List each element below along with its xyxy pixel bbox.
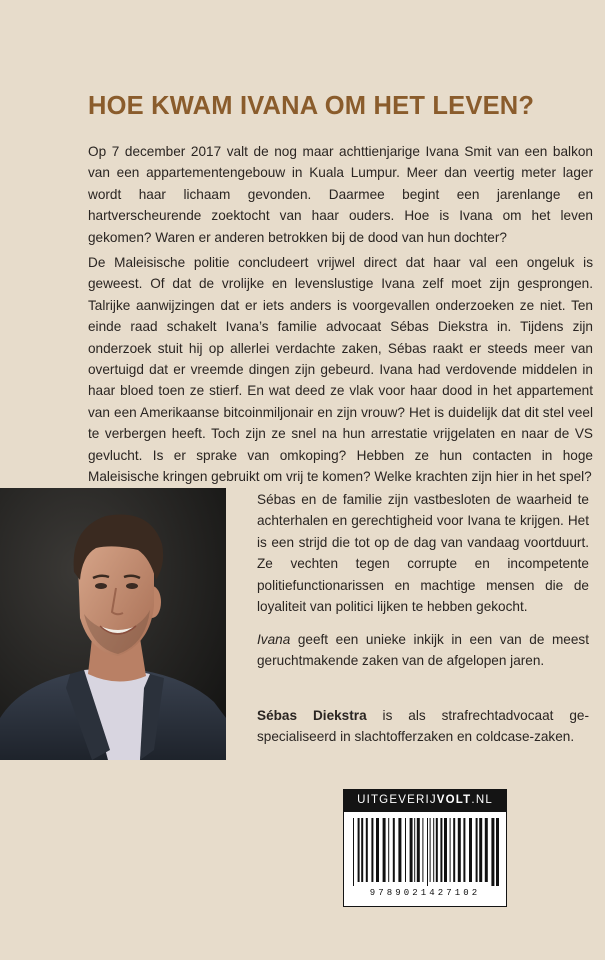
barcode-bar — [358, 818, 360, 882]
barcode-bar — [444, 818, 447, 882]
barcode-bar — [388, 818, 389, 882]
barcode-bar — [479, 818, 482, 882]
barcode-bar — [453, 818, 455, 882]
barcode-bar — [371, 818, 373, 882]
barcode-bar — [485, 818, 488, 882]
barcode-bar — [433, 818, 434, 882]
intro-paragraph: Op 7 december 2017 valt de nog maar achttienjarige Ivana Smit van een balkon van een appartementengebouw in Kuala Lumpur. Meer dan veertig meter lager wordt haar lichaam gevonden. Daarmee begint een jarenlange en hartverscheurende zoektocht van haar ouders. Hoe is Ivana om het leven gekomen? Waren er anderen betrokken bij de dood van hun dochter? — [88, 144, 593, 245]
barcode-bars — [351, 818, 501, 886]
barcode-bar — [353, 818, 354, 886]
barcode-bar — [491, 818, 494, 886]
barcode-bar — [440, 818, 442, 882]
barcode-bar — [414, 818, 415, 882]
author-portrait-illustration — [0, 488, 226, 760]
barcode-bar — [383, 818, 386, 882]
barcode-bar — [422, 818, 423, 882]
publisher-logo — [343, 789, 507, 811]
author-bio-text: is als strafrechtadvocaat gespecialiseerd in slachtofferzaken en coldcase-zaken. — [257, 708, 589, 745]
barcode-bar — [393, 818, 395, 882]
barcode-bar — [361, 818, 363, 882]
back-cover-headline: HOE KWAM IVANA OM HET LEVEN? — [88, 92, 535, 120]
author-name: Sébas Diekstra — [257, 708, 367, 723]
publisher-prefix: UITGEVERIJ — [357, 794, 437, 806]
publisher-brand: VOLT — [436, 794, 472, 806]
author-photo — [0, 488, 226, 760]
barcode-bar — [427, 818, 428, 886]
barcode-bar — [476, 818, 478, 882]
barcode-bar — [366, 818, 368, 882]
barcode-bar — [450, 818, 451, 882]
barcode-bar — [430, 818, 431, 882]
author-bio-paragraph — [257, 705, 589, 748]
isbn-number: 9789021427102 — [369, 888, 481, 898]
barcode-bar — [410, 818, 413, 882]
book-summary-paragraph — [257, 629, 589, 672]
barcode-bar — [405, 818, 406, 882]
isbn-barcode — [343, 811, 507, 907]
family-paragraph: Sébas en de familie zijn vastbesloten de waarheid te achterhalen en gerechtigheid voor Ivana te krijgen. Het is een strijd die tot op de dag van vandaag voortduurt. Ze vechten tegen corrupte en incompetente politiefunctionarissen en machtige mensen die de loyaliteit van politici lijken te hebben gekocht. — [257, 492, 589, 615]
investigation-paragraph: De Maleisische politie concludeert vrijwel direct dat haar val een ongeluk is geweest. Of dat de vrolijke en levenslustige Ivana zelf moet zijn gesprongen. Talrijke aanwijzingen dat er iets anders is voorgevallen onderzoeken ze niet. Ten einde raad schakelt Ivana’s familie advocaat Sébas Diekstra in. Tijdens zijn onderzoek stuit hij op allerlei verdachte zaken, Sébas raakt er steeds meer van overtuigd dat er vreemde dingen zijn gebeurd. Ivana had verdovende middelen in haar bloed toen ze stierf. En wat deed ze vlak voor haar dood in het appartement van een Amerikaanse bitcoinmiljonair en zijn vrouw? Het is duidelijk dat dit stel veel te verbergen heeft. Toch zijn ze snel na hun arrestatie vrijgelaten en naar de VS gevlucht. Is er sprake van omkoping? Hebben ze hun contacten in hoge Maleisische kringen gebruikt om vrij te komen? Welke krachten zijn hier in het spel? — [88, 255, 593, 485]
barcode-bar — [417, 818, 420, 882]
barcode-bar — [376, 818, 379, 882]
barcode-bar — [458, 818, 461, 882]
publisher-suffix: .NL — [471, 794, 493, 806]
barcode-bar — [436, 818, 438, 882]
barcode-bar — [469, 818, 472, 882]
book-title: Ivana — [257, 632, 291, 647]
book-summary-text: geeft een unieke inkijk in een van de meest geruchtmakende zaken van de afgelopen jaren. — [257, 632, 589, 669]
barcode-bar — [398, 818, 401, 882]
barcode-bar — [496, 818, 499, 886]
barcode-bar — [463, 818, 465, 882]
